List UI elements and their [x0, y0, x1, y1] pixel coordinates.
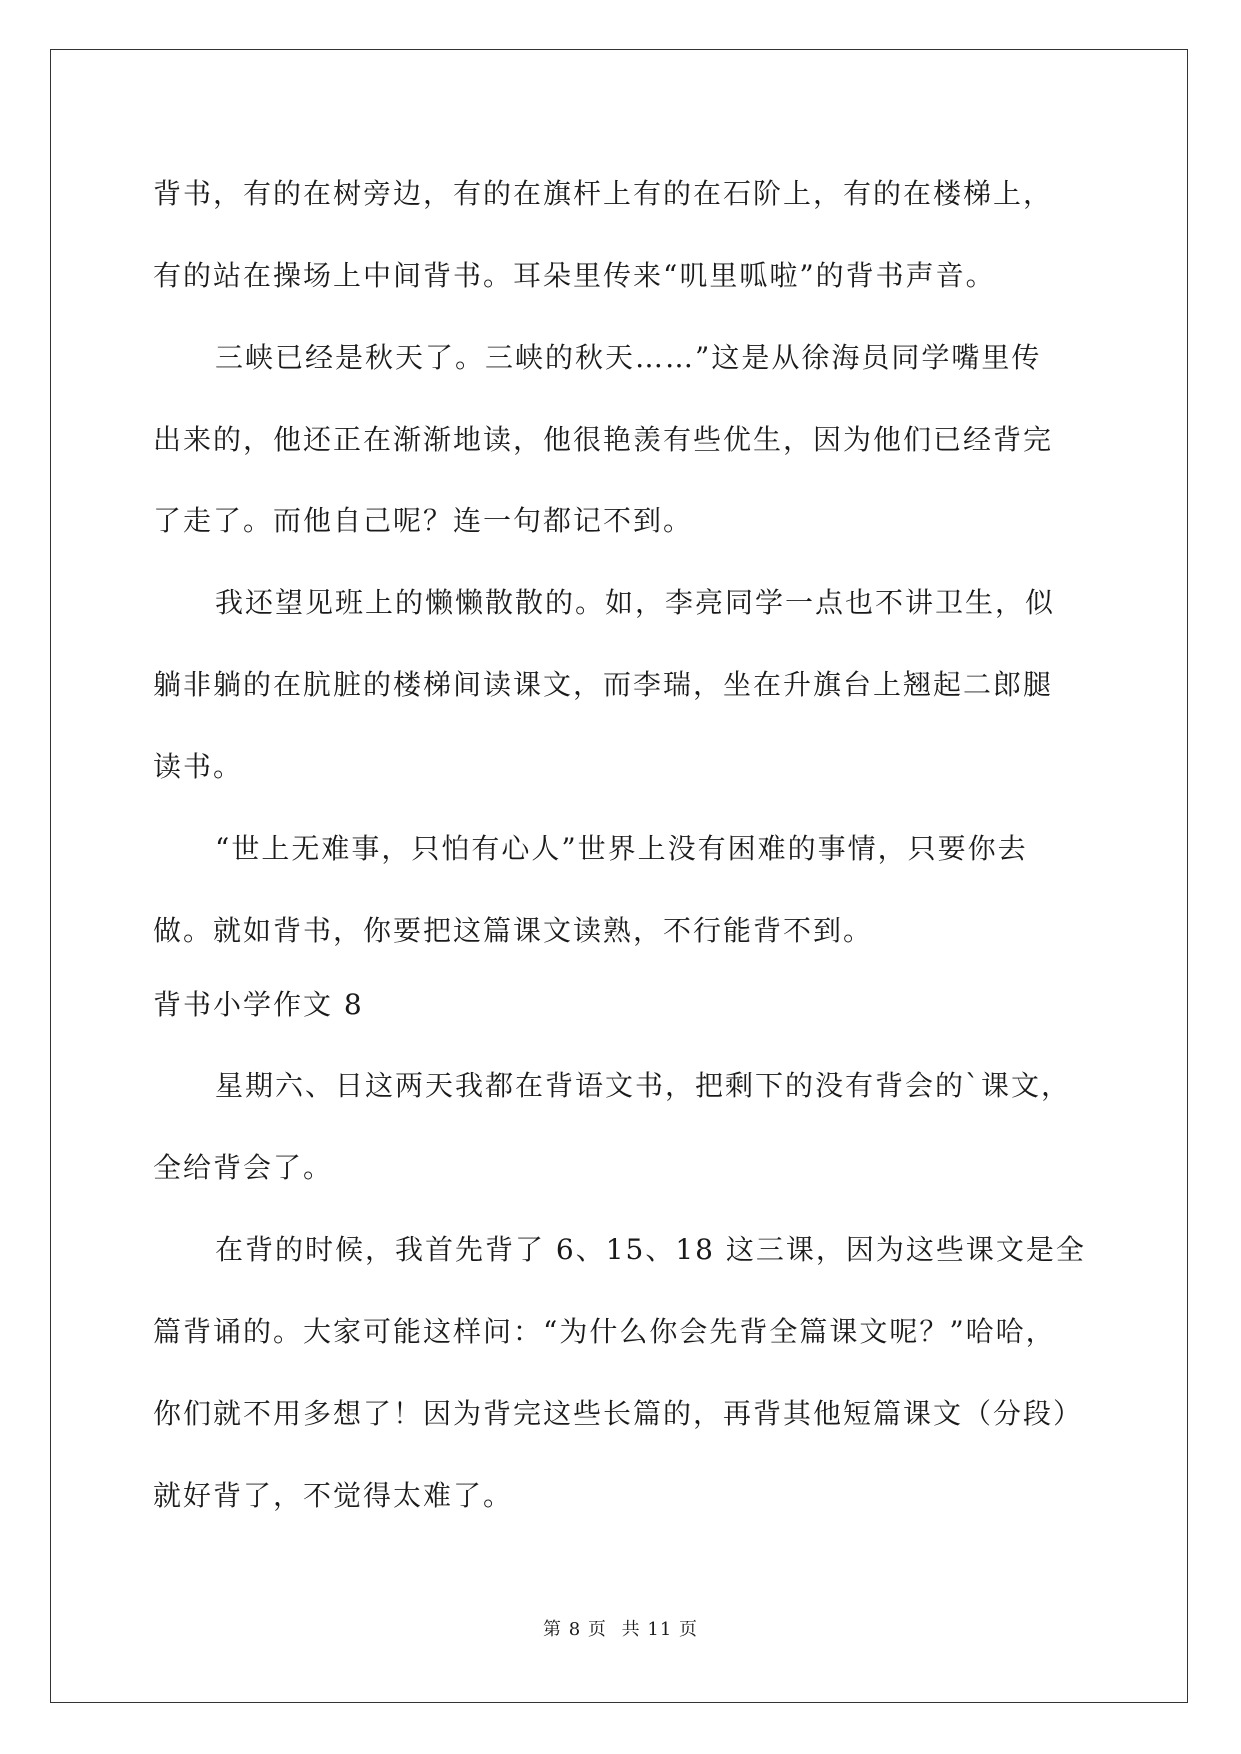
text-line: 有的站在操场上中间背书。耳朵里传来“叽里呱啦”的背书声音。 [153, 259, 996, 292]
total-pages: 共 11 页 [621, 1619, 698, 1640]
text-line: 读书。 [153, 750, 244, 783]
text-line: 做。就如背书，你要把这篇课文读熟，不行能背不到。 [153, 914, 874, 947]
text-line: 出来的，他还正在渐渐地读，他很艳羡有些优生，因为他们已经背完 [153, 423, 1054, 456]
paragraph-start-line: “世上无难事，只怕有心人”世界上没有困难的事情，只要你去 [215, 832, 1028, 865]
page-footer [0, 1618, 1241, 1642]
page-number: 第 8 页 [543, 1619, 607, 1640]
text-line: 篇背诵的。大家可能这样问：“为什么你会先背全篇课文呢？”哈哈， [153, 1315, 1056, 1348]
text-line: 全给背会了。 [153, 1151, 334, 1184]
text-line: 了走了。而他自己呢？连一句都记不到。 [153, 504, 694, 537]
text-line: 躺非躺的在肮脏的楼梯间读课文，而李瑞，坐在升旗台上翘起二郎腿 [153, 668, 1054, 701]
paragraph-start-line: 在背的时候，我首先背了 6、15、18 这三课，因为这些课文是全 [215, 1233, 1086, 1266]
section-heading: 背书小学作文 8 [153, 988, 364, 1021]
text-line: 就好背了，不觉得太难了。 [153, 1479, 514, 1512]
paragraph-start-line: 我还望见班上的懒懒散散的。如，李亮同学一点也不讲卫生，似 [215, 586, 1056, 619]
paragraph-start-line: 星期六、日这两天我都在背语文书，把剩下的没有背会的`课文， [215, 1069, 1072, 1102]
text-line: 背书，有的在树旁边，有的在旗杆上有的在石阶上，有的在楼梯上， [153, 177, 1054, 210]
page-border [50, 49, 1188, 1703]
text-line: 你们就不用多想了！因为背完这些长篇的，再背其他短篇课文（分段） [153, 1397, 1084, 1430]
paragraph-start-line: 三峡已经是秋天了。三峡的秋天……”这是从徐海员同学嘴里传 [215, 341, 1042, 374]
